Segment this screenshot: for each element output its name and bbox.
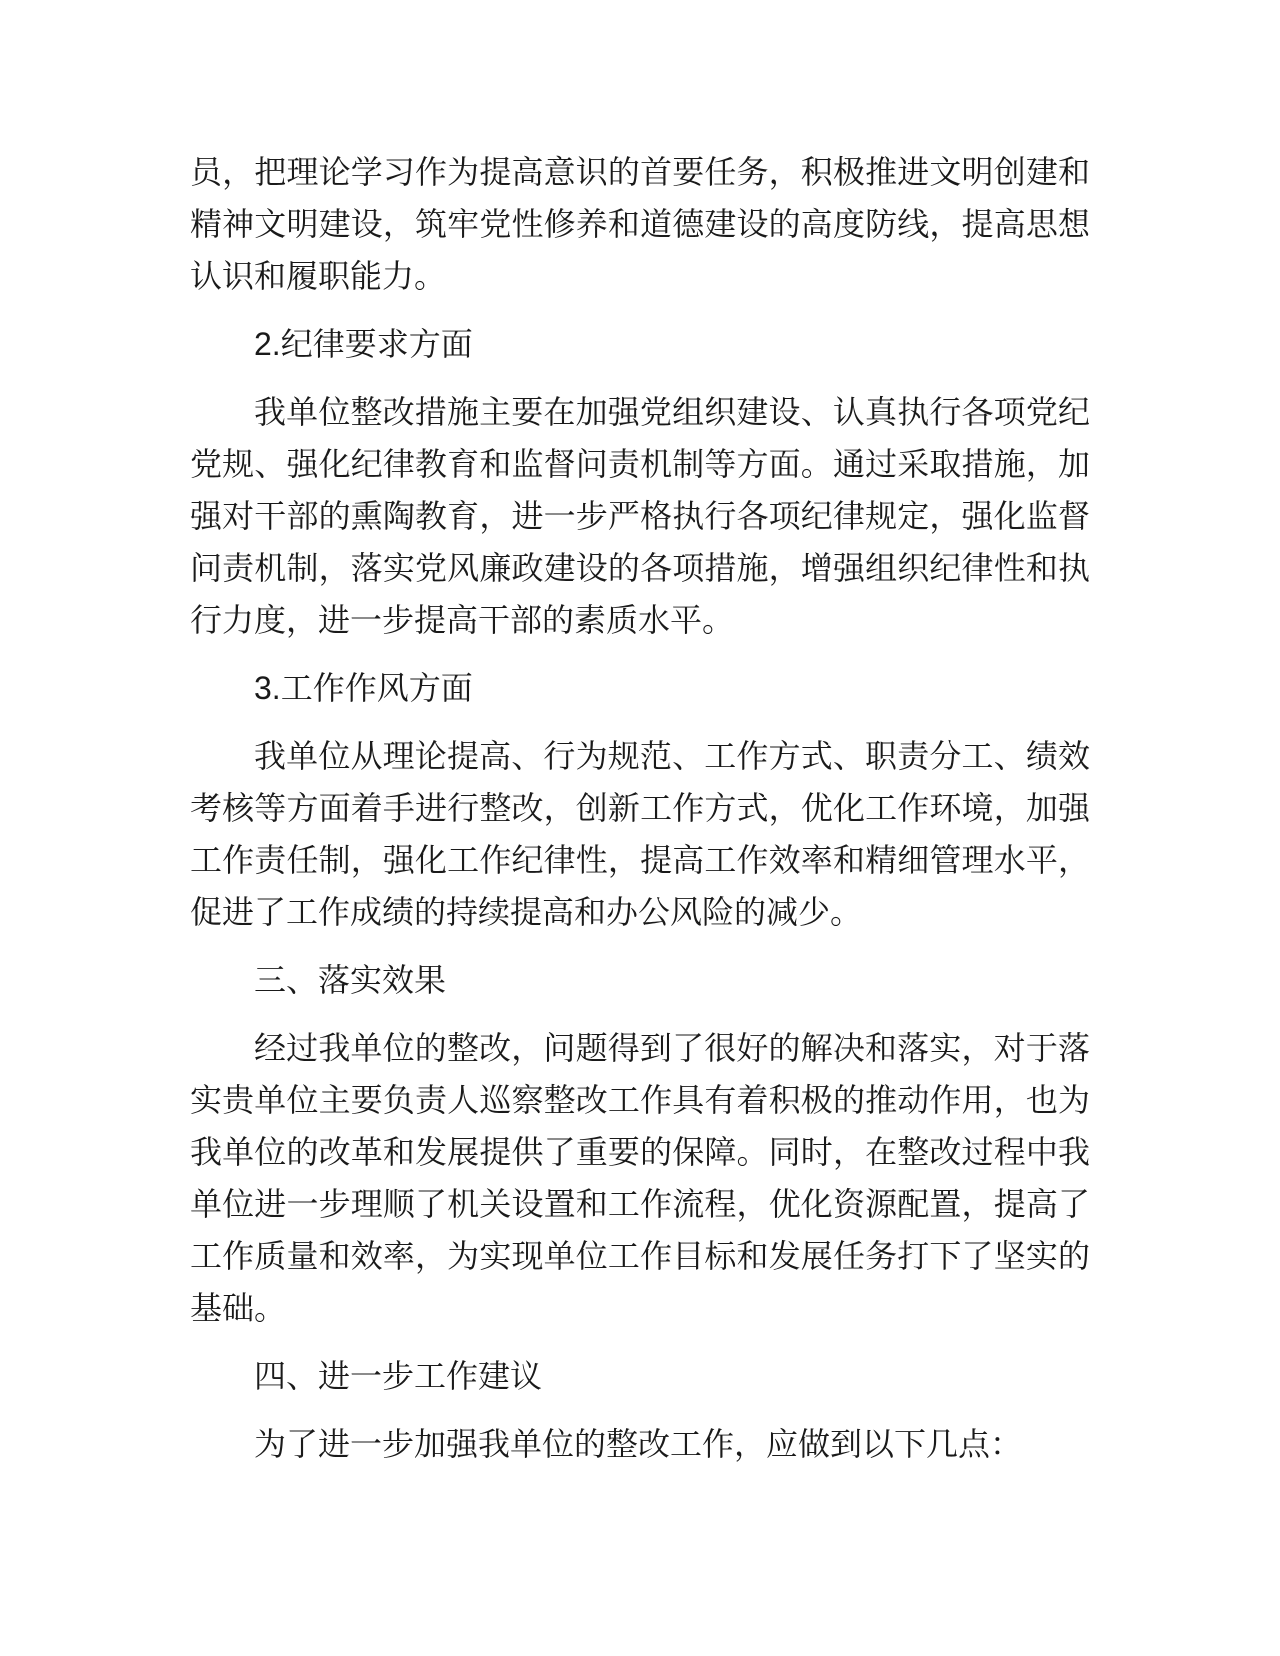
heading-text: 工作作风方面 xyxy=(280,669,473,707)
paragraph-results: 经过我单位的整改，问题得到了很好的解决和落实，对于落实贵单位主要负责人巡察整改工作具有着积极的推动作用，也为我单位的改革和发展提供了重要的保障。同时，在整改过程中我单位进一步理顺了机关设置和工作流程，优化资源配置，提高了工作质量和效率，为实现单位工作目标和发展任务打下了坚实的基础。 xyxy=(190,1029,1090,1327)
paragraph-work-style: 我单位从理论提高、行为规范、工作方式、职责分工、绩效考核等方面着手进行整改，创新工作方式，优化工作环境，加强工作责任制，强化工作纪律性，提高工作效率和精细管理水平，促进了工作成绩的持续提高和办公风险的减少。 xyxy=(190,737,1090,931)
paragraph-discipline: 我单位整改措施主要在加强党组织建设、认真执行各项党纪党规、强化纪律教育和监督问责机制等方面。通过采取措施，加强对干部的熏陶教育，进一步严格执行各项纪律规定，强化监督问责机制，落实党风廉政建设的各项措施，增强组织纪律性和执行力度，进一步提高干部的素质水平。 xyxy=(190,393,1090,639)
heading-number: 3. xyxy=(254,670,281,706)
heading-discipline xyxy=(190,318,1090,370)
heading-number: 2. xyxy=(254,326,281,362)
paragraph-continuation: 员，把理论学习作为提高意识的首要任务，积极推进文明创建和精神文明建设，筑牢党性修养和道德建设的高度防线，提高思想认识和履职能力。 xyxy=(190,153,1090,295)
paragraph-suggestions: 为了进一步加强我单位的整改工作，应做到以下几点： xyxy=(254,1425,1023,1463)
heading-work-style xyxy=(190,662,1090,714)
section-heading-results: 三、落实效果 xyxy=(254,961,447,999)
section-heading-suggestions: 四、进一步工作建议 xyxy=(254,1357,543,1395)
document-body xyxy=(190,146,1090,1486)
heading-text: 纪律要求方面 xyxy=(280,325,473,363)
